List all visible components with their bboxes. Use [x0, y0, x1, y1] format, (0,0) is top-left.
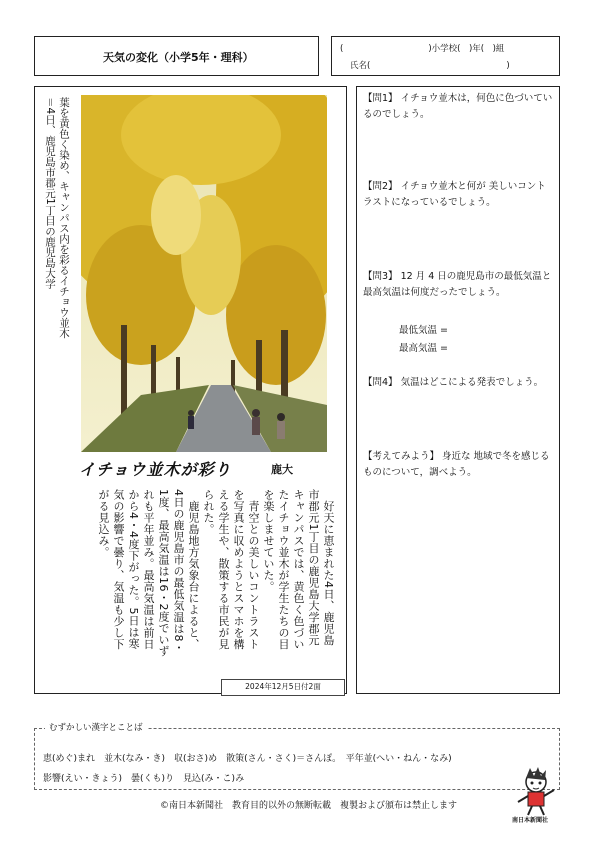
- publication-date: 2024年12月5日付2面: [221, 679, 345, 696]
- vocabulary-title: むずかしい漢字とことば: [45, 721, 147, 733]
- ginkgo-avenue-photo: [81, 95, 327, 452]
- question-2: 【問2】 イチョウ並木と何が 美しいコントラストになっているでしょう。: [363, 181, 546, 208]
- min-temp-label[interactable]: 最低気温 =: [399, 325, 448, 336]
- title-box: [34, 36, 319, 76]
- article-body: [96, 489, 336, 657]
- newspaper-article: [34, 86, 347, 694]
- body-paragraph: 好天に恵まれた4日、鹿児島市郡元1丁目の鹿児島大学郡元キャンパスでは、黄色く色づいたイチョウ並木が学生たちの目を楽しませていた。: [262, 489, 335, 650]
- question-3: 【問3】 12 月 4 日の鹿児島市の最低気温と最高気温は何度だったでしょう。: [363, 271, 552, 298]
- question-1: 【問1】 イチョウ並木は，何色に色づいているのでしょう。: [363, 93, 553, 120]
- vocabulary-box: [34, 723, 560, 790]
- vocabulary-row: 恵(めぐ)まれ 並木(なみ・き) 収(おさ)め 散策(さん・さく)＝さんぽ。 平年並(へい・ねん・なみ): [43, 754, 452, 764]
- question-4: 【問4】 気温はどこによる発表でしょう。: [363, 377, 544, 388]
- vocabulary-row: 影響(えい・きょう) 曇(くも)り 見込(み・こ)み: [43, 774, 245, 784]
- headline-source: 鹿大: [271, 463, 293, 476]
- student-info-box: [331, 36, 560, 76]
- worksheet-title: 天気の変化（小学5年・理科）: [103, 51, 254, 64]
- mascot-icon: [514, 766, 558, 816]
- body-paragraph: 青空との美しいコントラストを写真に収めようとスマホを構える学生や、散策する市民が見られた。: [202, 489, 260, 650]
- school-line[interactable]: ( )小学校( )年( )組: [340, 44, 505, 54]
- mascot-label: 南日本新聞社: [512, 817, 549, 824]
- questions-panel: [356, 86, 560, 694]
- max-temp-label[interactable]: 最高気温 =: [399, 343, 448, 354]
- copyright-notice: ©南日本新聞社 教育目的以外の無断転載 複製および頒布は禁止します: [160, 801, 458, 811]
- name-line[interactable]: 氏名( ): [350, 61, 510, 71]
- photo-caption: 葉を黄色く染め、キャンパス内を彩るイチョウ並木 ＝4日、鹿児島市郡元1丁目の鹿児島大学: [44, 97, 70, 339]
- think-prompt: 【考えてみよう】 身近な 地域で冬を感じるものについて，調べよう。: [363, 451, 550, 478]
- body-paragraph: 鹿児島地方気象台によると、4日の鹿児島市の最低気温は8・1度、最高気温は16・2度でいずれも平年並み。最高気温は前日から4・4度下がった。5日は寒気の影響で曇り、気温も少し下がる見込み。: [97, 489, 200, 657]
- headline: イチョウ並木が彩り: [79, 460, 232, 479]
